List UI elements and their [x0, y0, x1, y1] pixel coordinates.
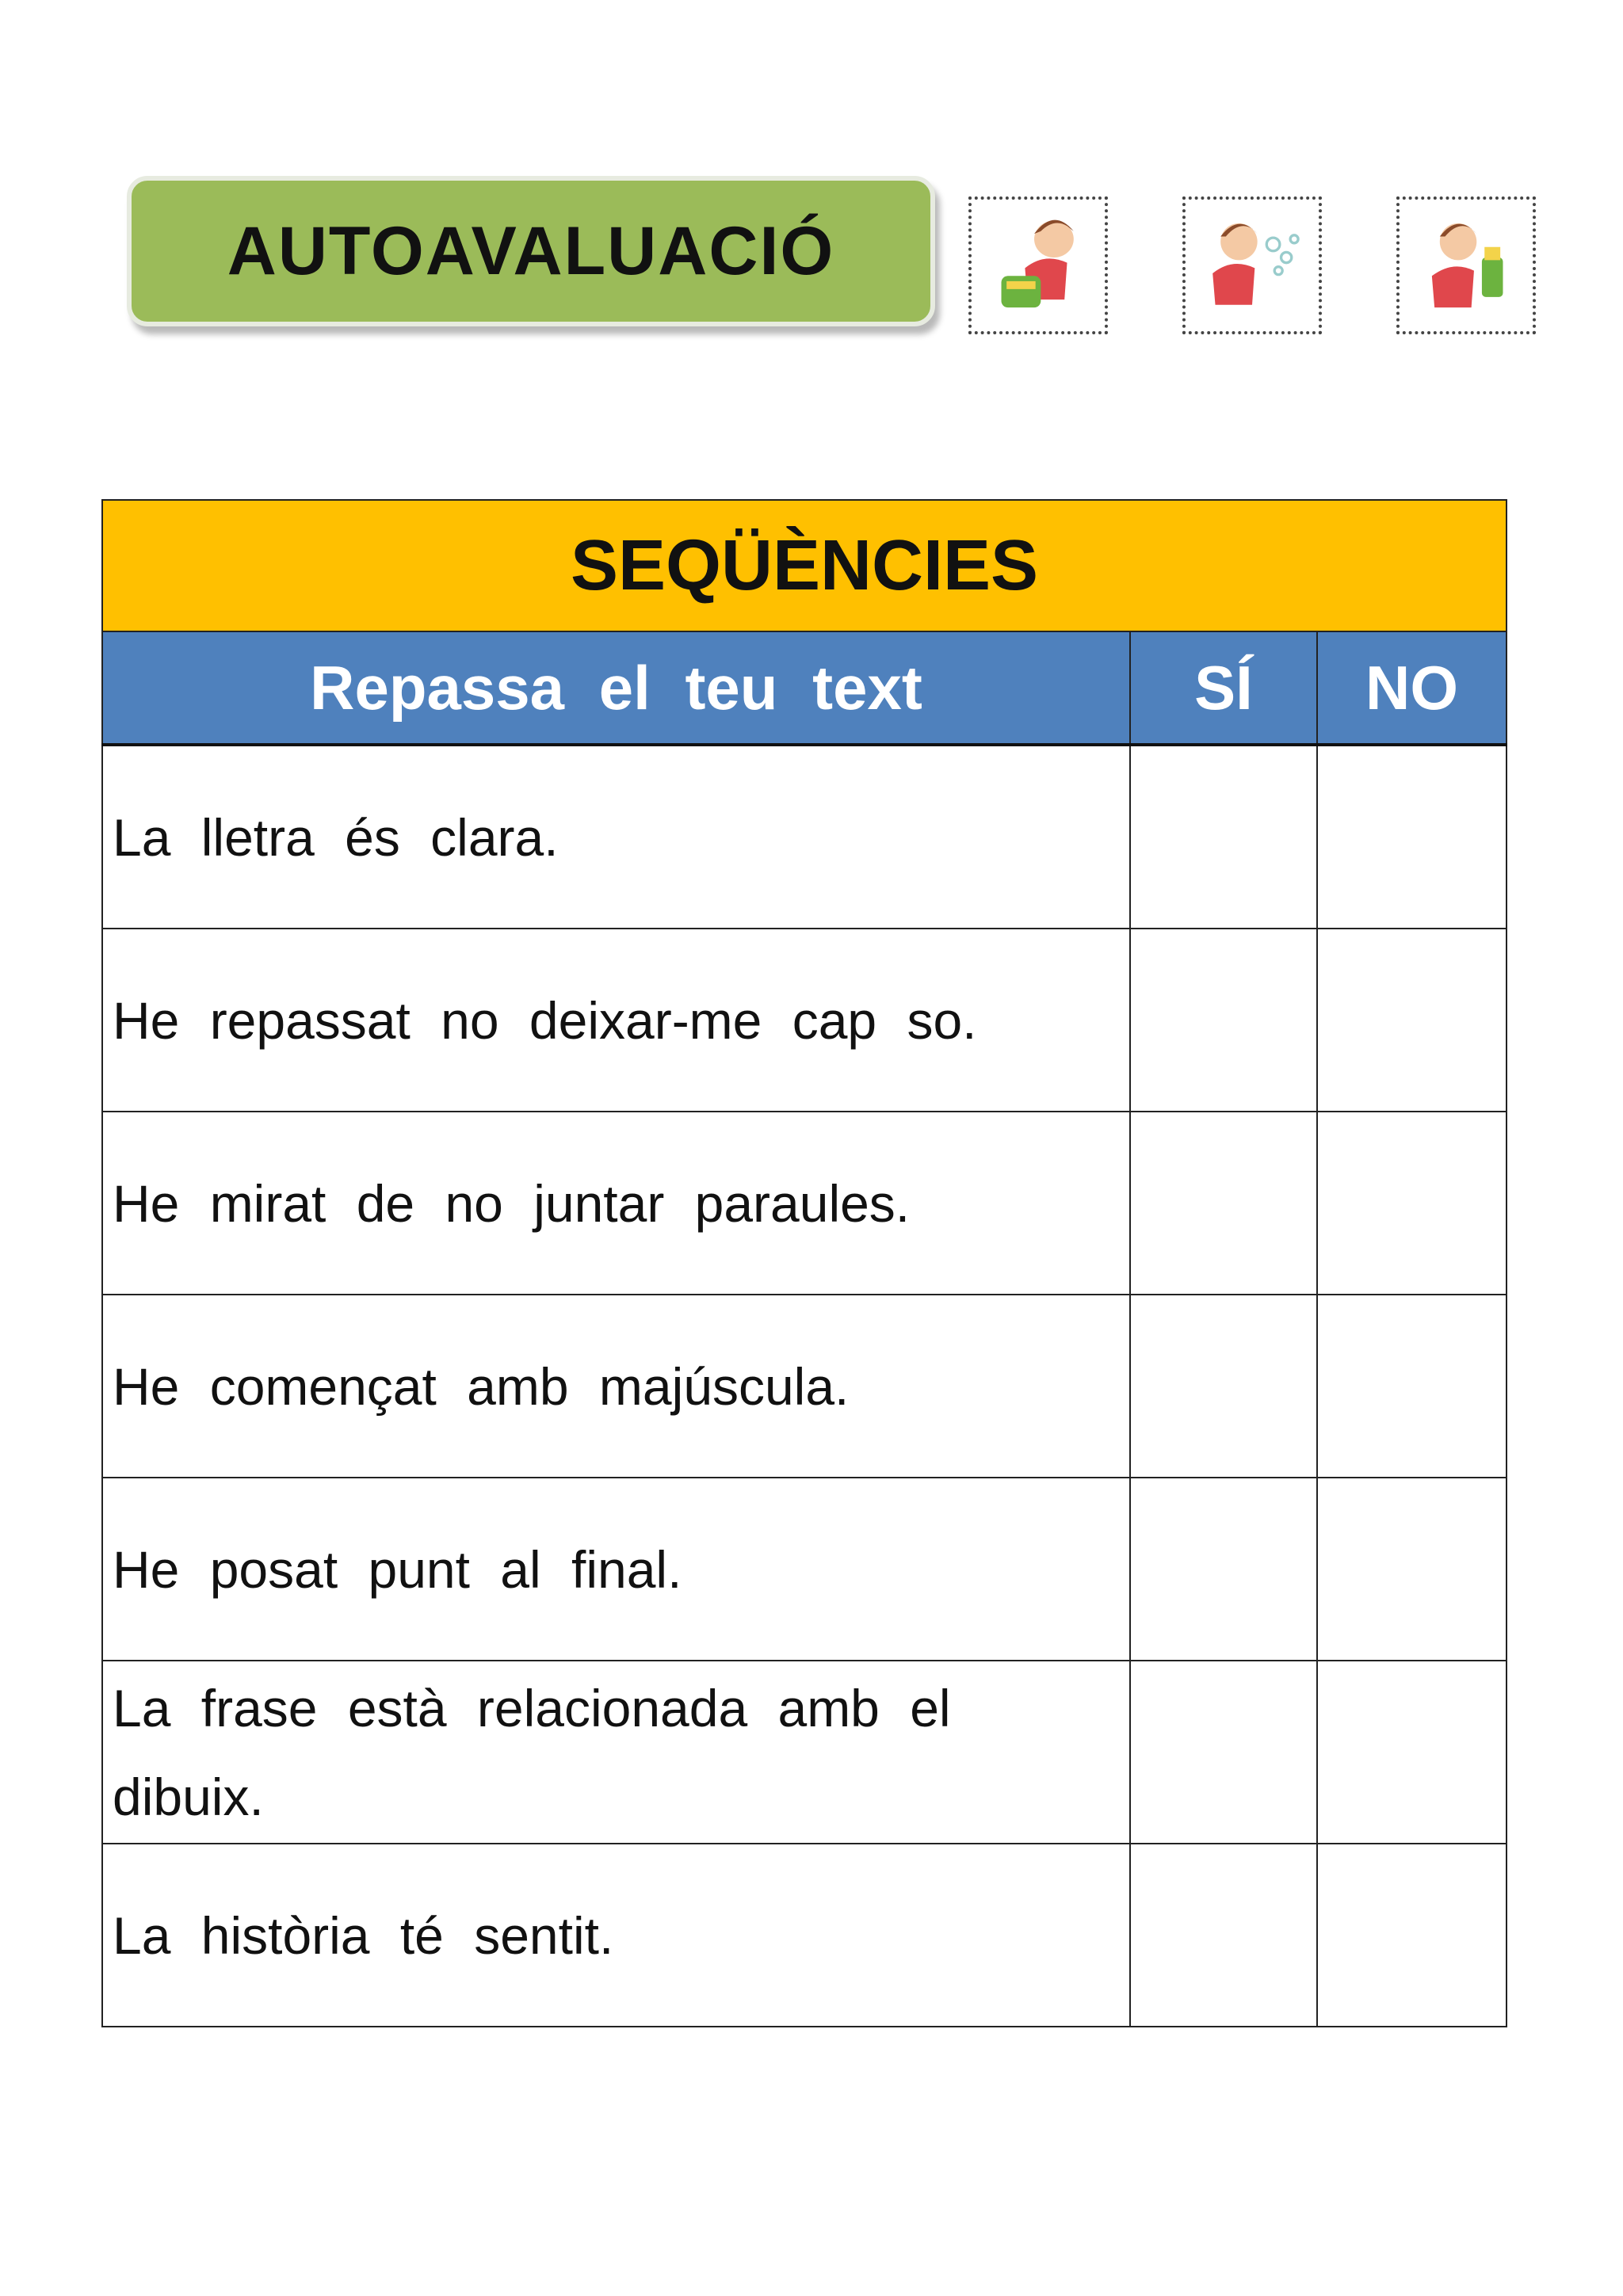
table-row [102, 929, 1507, 1112]
column-header-yes: SÍ [1130, 631, 1317, 745]
table-row [102, 1844, 1507, 2027]
criterion-text: La lletra és clara. [102, 745, 1130, 929]
pictogram-boy-glue [1396, 196, 1536, 334]
column-header-no: NO [1317, 631, 1507, 745]
yes-checkbox-cell[interactable] [1130, 929, 1317, 1112]
yes-checkbox-cell[interactable] [1130, 745, 1317, 929]
criterion-text: He posat punt al final. [102, 1478, 1130, 1661]
yes-checkbox-cell[interactable] [1130, 1844, 1317, 2027]
yes-checkbox-cell[interactable] [1130, 1478, 1317, 1661]
yes-checkbox-cell[interactable] [1130, 1295, 1317, 1478]
column-header-criteria: Repassa el teu text [102, 631, 1130, 745]
criterion-text: He repassat no deixar-me cap so. [102, 929, 1130, 1112]
criterion-text: He començat amb majúscula. [102, 1295, 1130, 1478]
no-checkbox-cell[interactable] [1317, 745, 1507, 929]
table-row [102, 1295, 1507, 1478]
criterion-text: He mirat de no juntar paraules. [102, 1112, 1130, 1295]
no-checkbox-cell[interactable] [1317, 1844, 1507, 2027]
boy-blowing-eraser-dust-icon [1186, 200, 1319, 331]
pictogram-boy-packing-bag [968, 196, 1108, 334]
page-title: AUTOAVALUACIÓ [227, 212, 835, 289]
no-checkbox-cell[interactable] [1317, 1661, 1507, 1844]
table-row [102, 1478, 1507, 1661]
table-row [102, 745, 1507, 929]
table-row [102, 1112, 1507, 1295]
boy-packing-bag-icon [972, 200, 1105, 331]
yes-checkbox-cell[interactable] [1130, 1661, 1317, 1844]
no-checkbox-cell[interactable] [1317, 1112, 1507, 1295]
pictogram-boy-blowing [1182, 196, 1322, 334]
no-checkbox-cell[interactable] [1317, 1295, 1507, 1478]
self-assessment-table [101, 499, 1507, 2027]
criterion-text: La frase està relacionada amb el dibuix. [102, 1661, 1130, 1844]
boy-holding-glue-icon [1400, 200, 1533, 331]
table-row [102, 1661, 1507, 1844]
section-title: SEQÜÈNCIES [102, 500, 1507, 631]
no-checkbox-cell[interactable] [1317, 929, 1507, 1112]
criterion-text: La història té sentit. [102, 1844, 1130, 2027]
no-checkbox-cell[interactable] [1317, 1478, 1507, 1661]
yes-checkbox-cell[interactable] [1130, 1112, 1317, 1295]
title-badge [127, 176, 935, 326]
